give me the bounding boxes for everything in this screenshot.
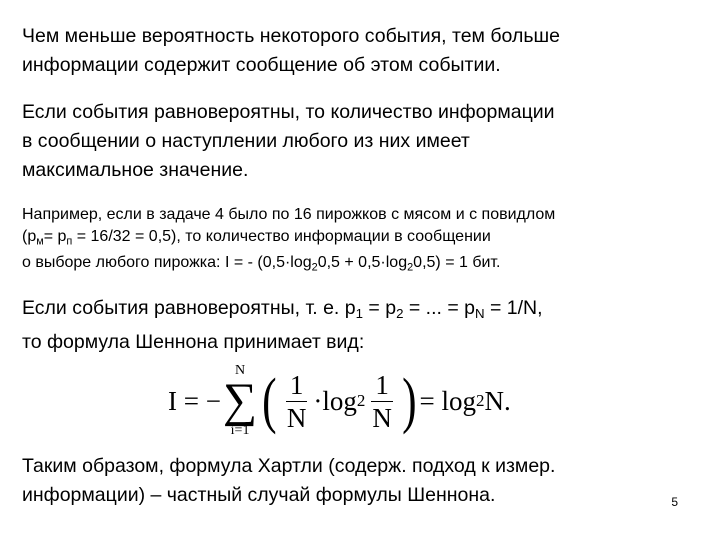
fraction-2 bbox=[368, 369, 396, 434]
formula-rhs: N. bbox=[484, 385, 511, 416]
numerator: 1 bbox=[286, 369, 308, 402]
denominator: N bbox=[372, 402, 392, 433]
open-paren: ( bbox=[262, 367, 277, 435]
text-line: то формула Шеннона принимает вид: bbox=[22, 330, 365, 353]
numerator: 1 bbox=[371, 369, 393, 402]
shannon-formula bbox=[168, 358, 511, 444]
text-segment: = ... = p bbox=[403, 297, 475, 319]
text-line: Например, если в задаче 4 было по 16 пирожков с мясом и с повидлом bbox=[22, 206, 556, 223]
log-base: 2 bbox=[356, 391, 366, 410]
text-line: информации) – частный случай формулы Шеннона. bbox=[22, 484, 496, 506]
text-line: информации содержит сообщение об этом событии. bbox=[22, 54, 501, 76]
log-base: 2 bbox=[475, 391, 485, 410]
text-segment: 0,5) = 1 бит. bbox=[413, 254, 501, 272]
summation bbox=[223, 364, 257, 438]
text-line bbox=[22, 252, 555, 278]
text-line bbox=[22, 294, 543, 328]
sum-lower-limit: i=1 bbox=[230, 423, 250, 438]
page-number: 5 bbox=[671, 495, 678, 509]
text-segment: о выборе любого пирожка: I = - (0,5·log bbox=[22, 254, 312, 272]
text-segment: = p bbox=[362, 297, 397, 319]
text-segment: = 1/N, bbox=[484, 297, 543, 319]
text-line: Если события равновероятны, то количество информации bbox=[22, 101, 555, 123]
log-term: = log bbox=[419, 385, 476, 416]
text-line: Чем меньше вероятность некоторого события, тем больше bbox=[22, 25, 560, 47]
text-segment: Если события равновероятны, т. е. p bbox=[22, 297, 356, 319]
subscript: 2 bbox=[407, 261, 414, 274]
subscript: п bbox=[66, 235, 73, 248]
close-paren: ) bbox=[401, 367, 417, 435]
sum-upper-limit: N bbox=[235, 363, 246, 378]
text-segment: (p bbox=[22, 228, 37, 245]
text-segment: = 16/32 = 0,5), то количество информации в сообщении bbox=[72, 228, 491, 245]
denominator: N bbox=[286, 402, 307, 433]
paragraph-5 bbox=[22, 452, 555, 510]
text-segment: 0,5 + 0,5·log bbox=[317, 254, 408, 272]
paragraph-1 bbox=[22, 22, 560, 80]
subscript: N bbox=[474, 305, 485, 321]
subscript: 1 bbox=[355, 305, 363, 321]
subscript: м bbox=[36, 235, 44, 248]
subscript: 2 bbox=[396, 305, 404, 321]
text-line: в сообщении о наступлении любого из них имеет bbox=[22, 130, 470, 152]
paragraph-example bbox=[22, 204, 555, 279]
text-segment: = p bbox=[43, 228, 67, 245]
subscript: 2 bbox=[311, 261, 318, 274]
text-line: максимальное значение. bbox=[22, 159, 249, 181]
text-line: Таким образом, формула Хартли (содерж. подход к измер. bbox=[22, 455, 556, 477]
fraction-1 bbox=[283, 369, 311, 434]
formula-lhs: I = − bbox=[168, 385, 221, 416]
paragraph-2 bbox=[22, 98, 555, 185]
log-term: ·log bbox=[313, 385, 357, 416]
sigma-sign: ∑ bbox=[222, 374, 258, 427]
text-line bbox=[22, 226, 555, 252]
paragraph-4 bbox=[22, 294, 543, 357]
